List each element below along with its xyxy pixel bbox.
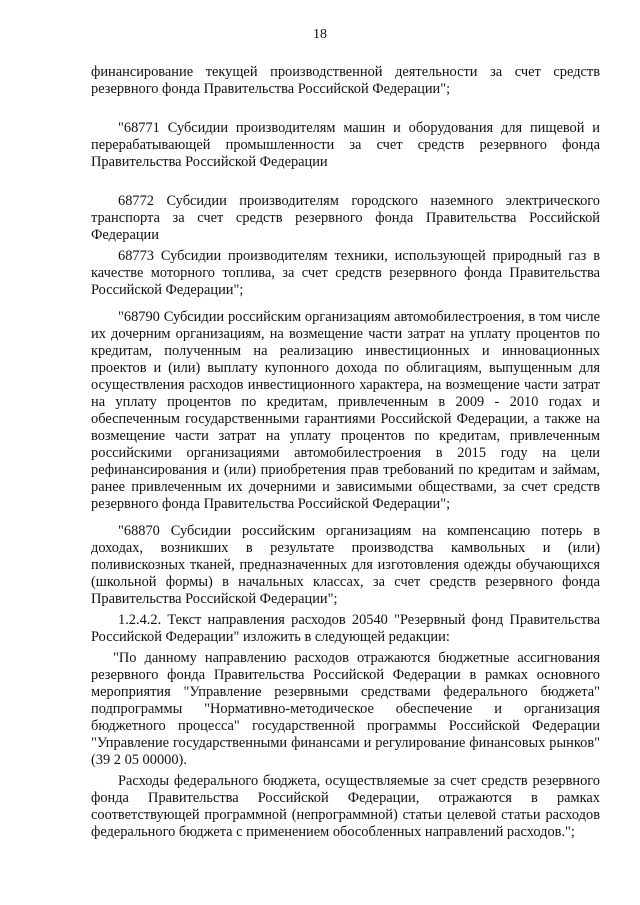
paragraph-68790: "68790 Субсидии российским организациям автомобилестроения, в том числе их дочерним организациям, на возмещение части затрат на уплату процентов по кредитам, полученным на реализацию инвестиционных и инновационных проектов и (или) выплату купонного дохода по облигациям, выпущенным для осуществления расходов инвестиционного характера, на возмещение части затрат на уплату процентов по кредитам, привлеченным в 2009 - 2010 годах и обеспеченным государственными гарантиями Российской Федерации, а также на возмещение части затрат на уплату процентов по кредитам, привлеченным российскими организациями автомобилестроения в 2015 году на цели рефинансирования и (или) приобретения прав требований по кредитам и займам, ранее привлеченным их дочерними и зависимыми обществами, за счет средств резервного фонда Правительства Российской Федерации"; bbox=[91, 309, 600, 512]
paragraph-item-1-2-4-2: 1.2.4.2. Текст направления расходов 20540 "Резервный фонд Правительства Российской Федерации" изложить в следующей редакции: bbox=[91, 612, 600, 645]
paragraph-68773: 68773 Субсидии производителям техники, использующей природный газ в качестве моторного топлива, за счет средств резервного фонда Правительства Российской Федерации"; bbox=[91, 248, 600, 298]
paragraph-68772: 68772 Субсидии производителям городского наземного электрического транспорта за счет средств резервного фонда Правительства Российской Федерации bbox=[91, 193, 600, 243]
paragraph-expenses: Расходы федерального бюджета, осуществляемые за счет средств резервного фонда Правительства Российской Федерации, отражаются в рамках соответствующей программной (непрограммной) статьи целевой статьи расходов федерального бюджета с применением обособленных направлений расходов."; bbox=[91, 773, 600, 840]
paragraph-continuation: финансирование текущей производственной деятельности за счет средств резервного фонда Правительства Российской Федерации"; bbox=[91, 64, 600, 97]
paragraph-68771: "68771 Субсидии производителям машин и оборудования для пищевой и перерабатывающей промышленности за счет средств резервного фонда Правительства Российской Федерации bbox=[91, 120, 600, 170]
paragraph-68870: "68870 Субсидии российским организациям на компенсацию потерь в доходах, возникших в результате производства камвольных и (или) поливискозных тканей, предназначенных для изготовления одежды обучающихся (школьной формы) в начальных классах, за счет средств резервного фонда Правительства Российской Федерации"; bbox=[91, 523, 600, 607]
paragraph-direction-text: "По данному направлению расходов отражаются бюджетные ассигнования резервного фонда Правительства Российской Федерации в рамках основного мероприятия "Управление резервными средствами федерального бюджета" подпрограммы "Нормативно-методическое обеспечение и организация бюджетного процесса" государственной программы Российской Федерации "Управление государственными финансами и регулирование финансовых рынков" (39 2 05 00000). bbox=[91, 650, 600, 768]
document-body bbox=[91, 64, 600, 841]
page-number: 18 bbox=[313, 27, 327, 42]
